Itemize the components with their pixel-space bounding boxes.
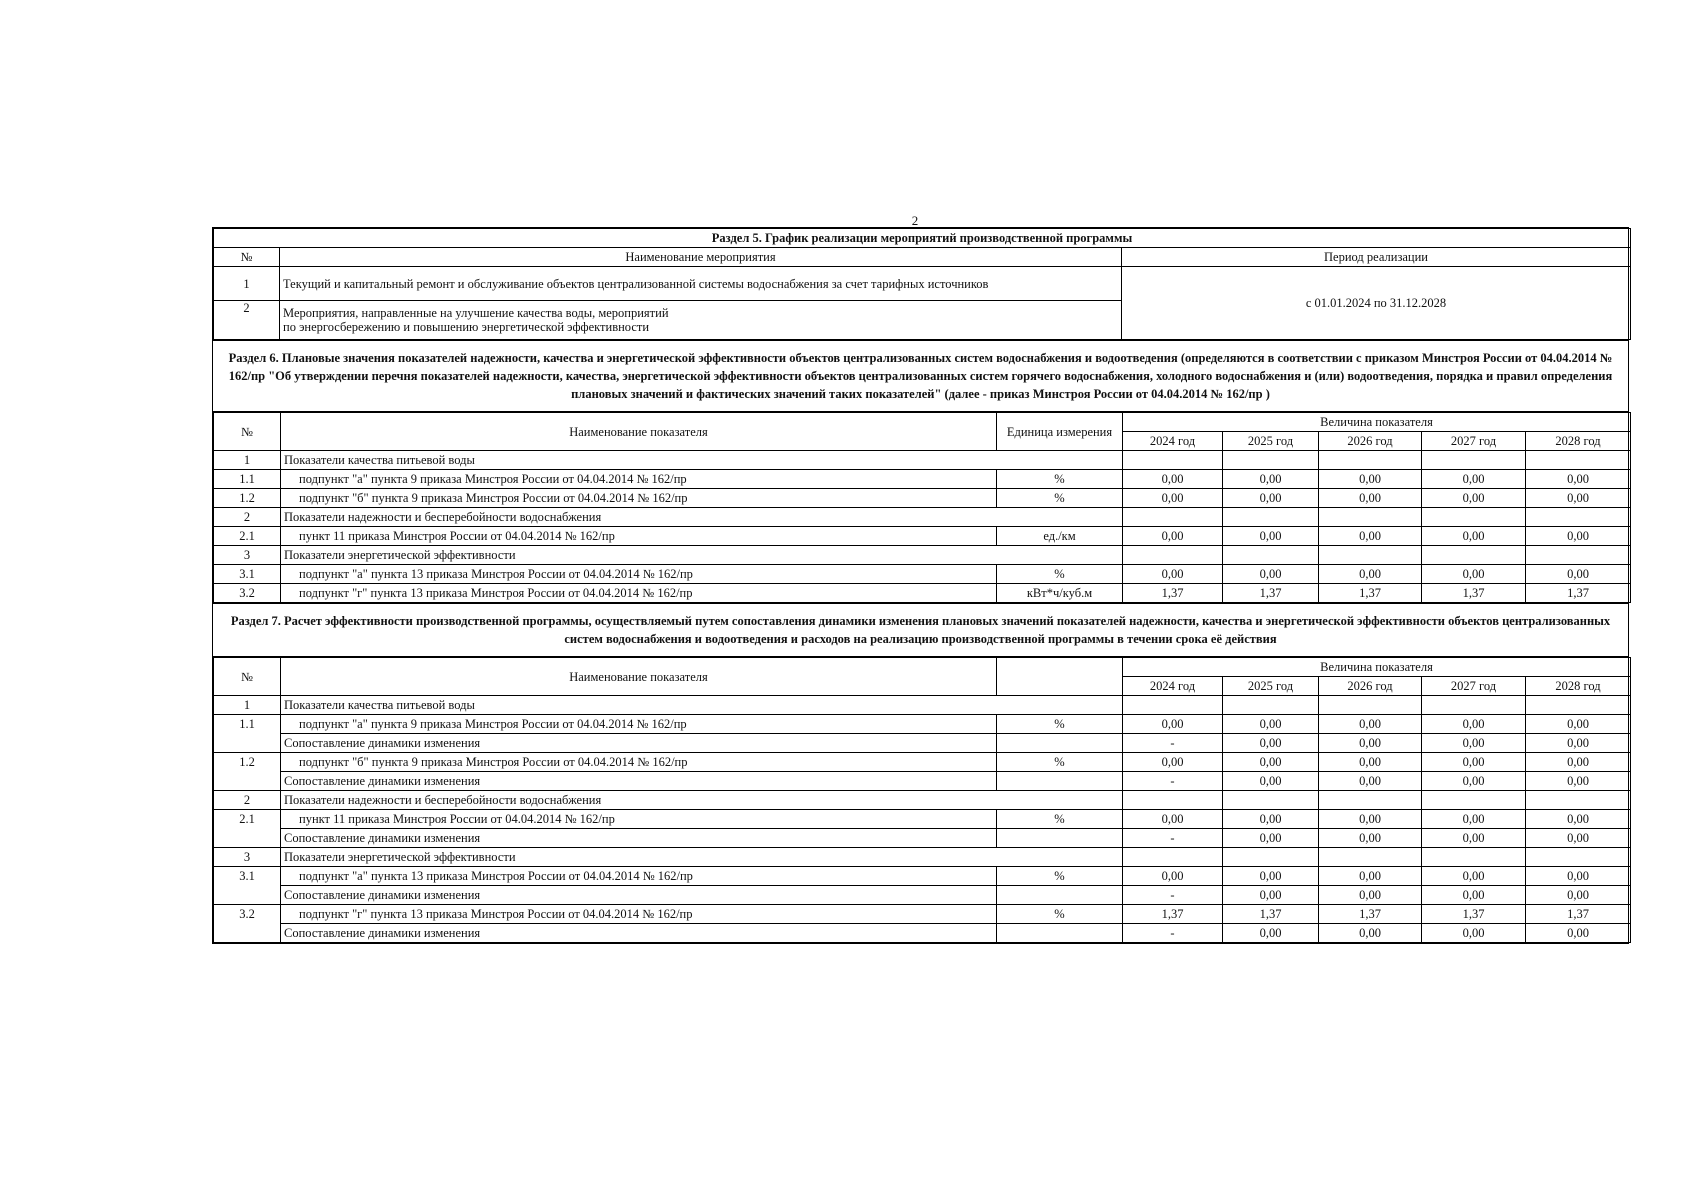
empty-cell [214,829,281,848]
empty-cell [1422,451,1526,470]
value-cell: 0,00 [1526,489,1631,508]
item-number: 1.1 [214,715,281,734]
value-cell: 0,00 [1422,715,1526,734]
item-number: 3.1 [214,565,281,584]
compare-value-cell: 0,00 [1422,886,1526,905]
compare-value-cell: 0,00 [1422,829,1526,848]
value-cell: 1,37 [1526,905,1631,924]
item-number: 2.1 [214,810,281,829]
compare-value-cell: 0,00 [1526,886,1631,905]
indicator-name: подпункт "а" пункта 13 приказа Минстроя России от 04.04.2014 № 162/пр [281,867,997,886]
empty-cell [1526,696,1631,715]
col-value-header: Величина показателя [1123,658,1631,677]
implementation-period: с 01.01.2024 по 31.12.2028 [1122,267,1631,340]
empty-cell [214,772,281,791]
year-header: 2024 год [1123,432,1223,451]
value-cell: 1,37 [1319,905,1422,924]
section6-title: Раздел 6. Плановые значения показателей надежности, качества и энергетической эффективности объектов централизованных систем водоснабжения и водоотведения (определяются в соответствии с приказом Минстроя России от 04.04.2014 № 162/пр "Об утверждении перечня показателей надежности, качества, энергетической эффективности объектов централизованных систем горячего водоснабжения, холодного водоснабжения и (или) водоотведения, порядка и правил определения плановых значений и фактических значений таких показателей" (далее - приказ Минстроя России от 04.04.2014 № 162/пр ) [213,341,1628,412]
value-cell: 1,37 [1223,905,1319,924]
compare-value-cell: 0,00 [1223,772,1319,791]
table-row [214,848,1631,867]
value-cell: 0,00 [1319,565,1422,584]
value-cell: 0,00 [1422,565,1526,584]
section7-table [213,657,1631,943]
value-cell: 0,00 [1123,867,1223,886]
year-header: 2025 год [1223,432,1319,451]
section6-heading [213,340,1628,412]
group-name: Показатели надежности и бесперебойности водоснабжения [281,791,1123,810]
value-cell: 0,00 [1526,527,1631,546]
section6-table [213,412,1631,603]
compare-value-cell: 0,00 [1223,924,1319,943]
unit-cell: кВт*ч/куб.м [997,584,1123,603]
indicator-name: пункт 11 приказа Минстроя России от 04.04.2014 № 162/пр [281,527,997,546]
col-number-header: № [214,413,281,451]
event-name-line: по энергосбережению и повышению энергетической эффективности [283,320,650,334]
group-number: 2 [214,508,281,527]
value-cell: 0,00 [1223,470,1319,489]
value-cell: 0,00 [1422,470,1526,489]
unit-cell: % [997,715,1123,734]
item-number: 3.2 [214,905,281,924]
item-number: 3.1 [214,867,281,886]
year-header: 2028 год [1526,432,1631,451]
year-header: 2025 год [1223,677,1319,696]
compare-value-cell: - [1123,924,1223,943]
empty-cell [1223,546,1319,565]
compare-label: Сопоставление динамики изменения [281,772,997,791]
col-indicator-header: Наименование показателя [281,413,997,451]
compare-label: Сопоставление динамики изменения [281,734,997,753]
value-cell: 0,00 [1526,715,1631,734]
unit-cell: % [997,753,1123,772]
empty-cell [1319,508,1422,527]
value-cell: 1,37 [1319,584,1422,603]
page-number: 2 [911,213,919,228]
value-cell: 0,00 [1422,867,1526,886]
compare-label: Сопоставление динамики изменения [281,886,997,905]
section5-title: Раздел 5. График реализации мероприятий производственной программы [214,229,1631,248]
value-cell: 0,00 [1223,753,1319,772]
empty-cell [214,734,281,753]
table-row [214,584,1631,603]
col-unit-header: Единица измерения [997,413,1123,451]
value-cell: 0,00 [1526,470,1631,489]
value-cell: 1,37 [1526,584,1631,603]
value-cell: 0,00 [1526,565,1631,584]
value-cell: 0,00 [1526,867,1631,886]
empty-cell [1223,848,1319,867]
empty-cell [1123,848,1223,867]
value-cell: 0,00 [1526,753,1631,772]
unit-cell: % [997,470,1123,489]
group-name: Показатели качества питьевой воды [281,451,1123,470]
value-cell: 1,37 [1422,584,1526,603]
unit-cell: % [997,810,1123,829]
compare-value-cell: - [1123,829,1223,848]
table-row [214,527,1631,546]
col-period-header: Период реализации [1122,248,1631,267]
table-row [214,565,1631,584]
empty-cell [1422,848,1526,867]
empty-cell [1422,791,1526,810]
empty-cell [1123,451,1223,470]
empty-cell [1422,696,1526,715]
empty-cell [1123,791,1223,810]
empty-cell [1526,451,1631,470]
col-indicator-header: Наименование показателя [281,658,997,696]
col-value-header: Величина показателя [1123,413,1631,432]
item-number: 1.2 [214,489,281,508]
empty-cell [1319,451,1422,470]
compare-value-cell: 0,00 [1422,772,1526,791]
row-number: 2 [214,301,280,340]
table-row [214,734,1631,753]
compare-value-cell: 0,00 [1319,734,1422,753]
compare-value-cell: 0,00 [1319,886,1422,905]
compare-value-cell: 0,00 [1422,734,1526,753]
indicator-name: подпункт "г" пункта 13 приказа Минстроя России от 04.04.2014 № 162/пр [281,584,997,603]
value-cell: 0,00 [1123,753,1223,772]
empty-cell [1223,696,1319,715]
compare-value-cell: 0,00 [1422,924,1526,943]
group-name: Показатели энергетической эффективности [281,848,1123,867]
compare-value-cell: - [1123,772,1223,791]
empty-cell [1422,508,1526,527]
year-header: 2028 год [1526,677,1631,696]
value-cell: 0,00 [1223,527,1319,546]
empty-cell [1526,508,1631,527]
empty-cell [1319,791,1422,810]
indicator-name: подпункт "б" пункта 9 приказа Минстроя России от 04.04.2014 № 162/пр [281,489,997,508]
unit-cell: % [997,489,1123,508]
value-cell: 0,00 [1123,470,1223,489]
value-cell: 0,00 [1123,489,1223,508]
col-event-name-header: Наименование мероприятия [280,248,1122,267]
value-cell: 1,37 [1422,905,1526,924]
group-name: Показатели энергетической эффективности [281,546,1123,565]
empty-cell [1223,508,1319,527]
table-row [214,696,1631,715]
group-number: 1 [214,451,281,470]
value-cell: 0,00 [1123,565,1223,584]
value-cell: 0,00 [1319,715,1422,734]
indicator-name: подпункт "б" пункта 9 приказа Минстроя России от 04.04.2014 № 162/пр [281,753,997,772]
empty-cell [997,734,1123,753]
year-header: 2026 год [1319,432,1422,451]
empty-cell [1422,546,1526,565]
table-row [214,508,1631,527]
value-cell: 0,00 [1319,527,1422,546]
compare-value-cell: 0,00 [1319,772,1422,791]
value-cell: 1,37 [1123,584,1223,603]
empty-cell [1526,848,1631,867]
empty-cell [997,924,1123,943]
indicator-name: подпункт "а" пункта 9 приказа Минстроя России от 04.04.2014 № 162/пр [281,715,997,734]
table-row [214,791,1631,810]
empty-cell [1319,696,1422,715]
compare-value-cell: - [1123,886,1223,905]
value-cell: 0,00 [1223,867,1319,886]
event-name: Текущий и капитальный ремонт и обслуживание объектов централизованной системы водоснабжения за счет тарифных источников [280,267,1122,301]
value-cell: 0,00 [1223,565,1319,584]
empty-cell [1319,848,1422,867]
value-cell: 0,00 [1319,753,1422,772]
compare-value-cell: 0,00 [1526,829,1631,848]
value-cell: 0,00 [1223,810,1319,829]
item-number: 2.1 [214,527,281,546]
empty-cell [1319,546,1422,565]
group-number: 2 [214,791,281,810]
empty-cell [1526,546,1631,565]
value-cell: 0,00 [1223,489,1319,508]
empty-cell [1123,508,1223,527]
empty-cell [1123,696,1223,715]
compare-label: Сопоставление динамики изменения [281,924,997,943]
item-number: 1.1 [214,470,281,489]
row-number: 1 [214,267,280,301]
table-row [214,905,1631,924]
col-number-header: № [214,658,281,696]
compare-value-cell: 0,00 [1526,772,1631,791]
compare-value-cell: 0,00 [1526,734,1631,753]
compare-label: Сопоставление динамики изменения [281,829,997,848]
compare-value-cell: - [1123,734,1223,753]
event-name-line: Мероприятия, направленные на улучшение качества воды, мероприятий [283,306,669,320]
empty-cell [1223,451,1319,470]
empty-cell [214,924,281,943]
table-row [214,829,1631,848]
unit-cell: % [997,905,1123,924]
group-name: Показатели качества питьевой воды [281,696,1123,715]
section7-title: Раздел 7. Расчет эффективности производственной программы, осуществляемый путем сопоставления динамики изменения плановых значений показателей надежности, качества и энергетической эффективности объектов централизованных систем водоснабжения и водоотведения и расходов на реализацию производственной программы в течении срока её действия [213,604,1628,657]
document-sheet [212,227,1629,944]
table-row [214,867,1631,886]
section5-table [213,228,1631,340]
table-row [214,886,1631,905]
table-row [214,451,1631,470]
table-row [214,810,1631,829]
table-row [214,546,1631,565]
table-row [214,715,1631,734]
compare-value-cell: 0,00 [1319,924,1422,943]
table-row [214,924,1631,943]
group-number: 3 [214,848,281,867]
indicator-name: подпункт "а" пункта 13 приказа Минстроя России от 04.04.2014 № 162/пр [281,565,997,584]
item-number: 3.2 [214,584,281,603]
empty-cell [1526,791,1631,810]
year-header: 2027 год [1422,677,1526,696]
empty-cell [997,886,1123,905]
value-cell: 0,00 [1123,810,1223,829]
compare-value-cell: 0,00 [1223,886,1319,905]
year-header: 2026 год [1319,677,1422,696]
value-cell: 0,00 [1319,489,1422,508]
compare-value-cell: 0,00 [1526,924,1631,943]
col-unit-header-empty [997,658,1123,696]
empty-cell [214,886,281,905]
table-row [214,489,1631,508]
value-cell: 0,00 [1526,810,1631,829]
value-cell: 0,00 [1319,470,1422,489]
col-number-header: № [214,248,280,267]
compare-value-cell: 0,00 [1319,829,1422,848]
event-name [280,301,1122,340]
value-cell: 0,00 [1123,715,1223,734]
group-name: Показатели надежности и бесперебойности водоснабжения [281,508,1123,527]
empty-cell [1223,791,1319,810]
section7-heading [213,603,1628,657]
unit-cell: % [997,867,1123,886]
year-header: 2027 год [1422,432,1526,451]
value-cell: 0,00 [1123,527,1223,546]
unit-cell: % [997,565,1123,584]
value-cell: 1,37 [1123,905,1223,924]
indicator-name: подпункт "г" пункта 13 приказа Минстроя России от 04.04.2014 № 162/пр [281,905,997,924]
group-number: 1 [214,696,281,715]
table-row [214,753,1631,772]
value-cell: 0,00 [1319,867,1422,886]
value-cell: 0,00 [1319,810,1422,829]
empty-cell [997,829,1123,848]
value-cell: 0,00 [1422,527,1526,546]
value-cell: 0,00 [1223,715,1319,734]
table-row [214,772,1631,791]
indicator-name: подпункт "а" пункта 9 приказа Минстроя России от 04.04.2014 № 162/пр [281,470,997,489]
compare-value-cell: 0,00 [1223,734,1319,753]
group-number: 3 [214,546,281,565]
empty-cell [997,772,1123,791]
value-cell: 0,00 [1422,753,1526,772]
item-number: 1.2 [214,753,281,772]
indicator-name: пункт 11 приказа Минстроя России от 04.04.2014 № 162/пр [281,810,997,829]
unit-cell: ед./км [997,527,1123,546]
empty-cell [1123,546,1223,565]
value-cell: 1,37 [1223,584,1319,603]
value-cell: 0,00 [1422,810,1526,829]
table-row [214,470,1631,489]
year-header: 2024 год [1123,677,1223,696]
value-cell: 0,00 [1422,489,1526,508]
compare-value-cell: 0,00 [1223,829,1319,848]
